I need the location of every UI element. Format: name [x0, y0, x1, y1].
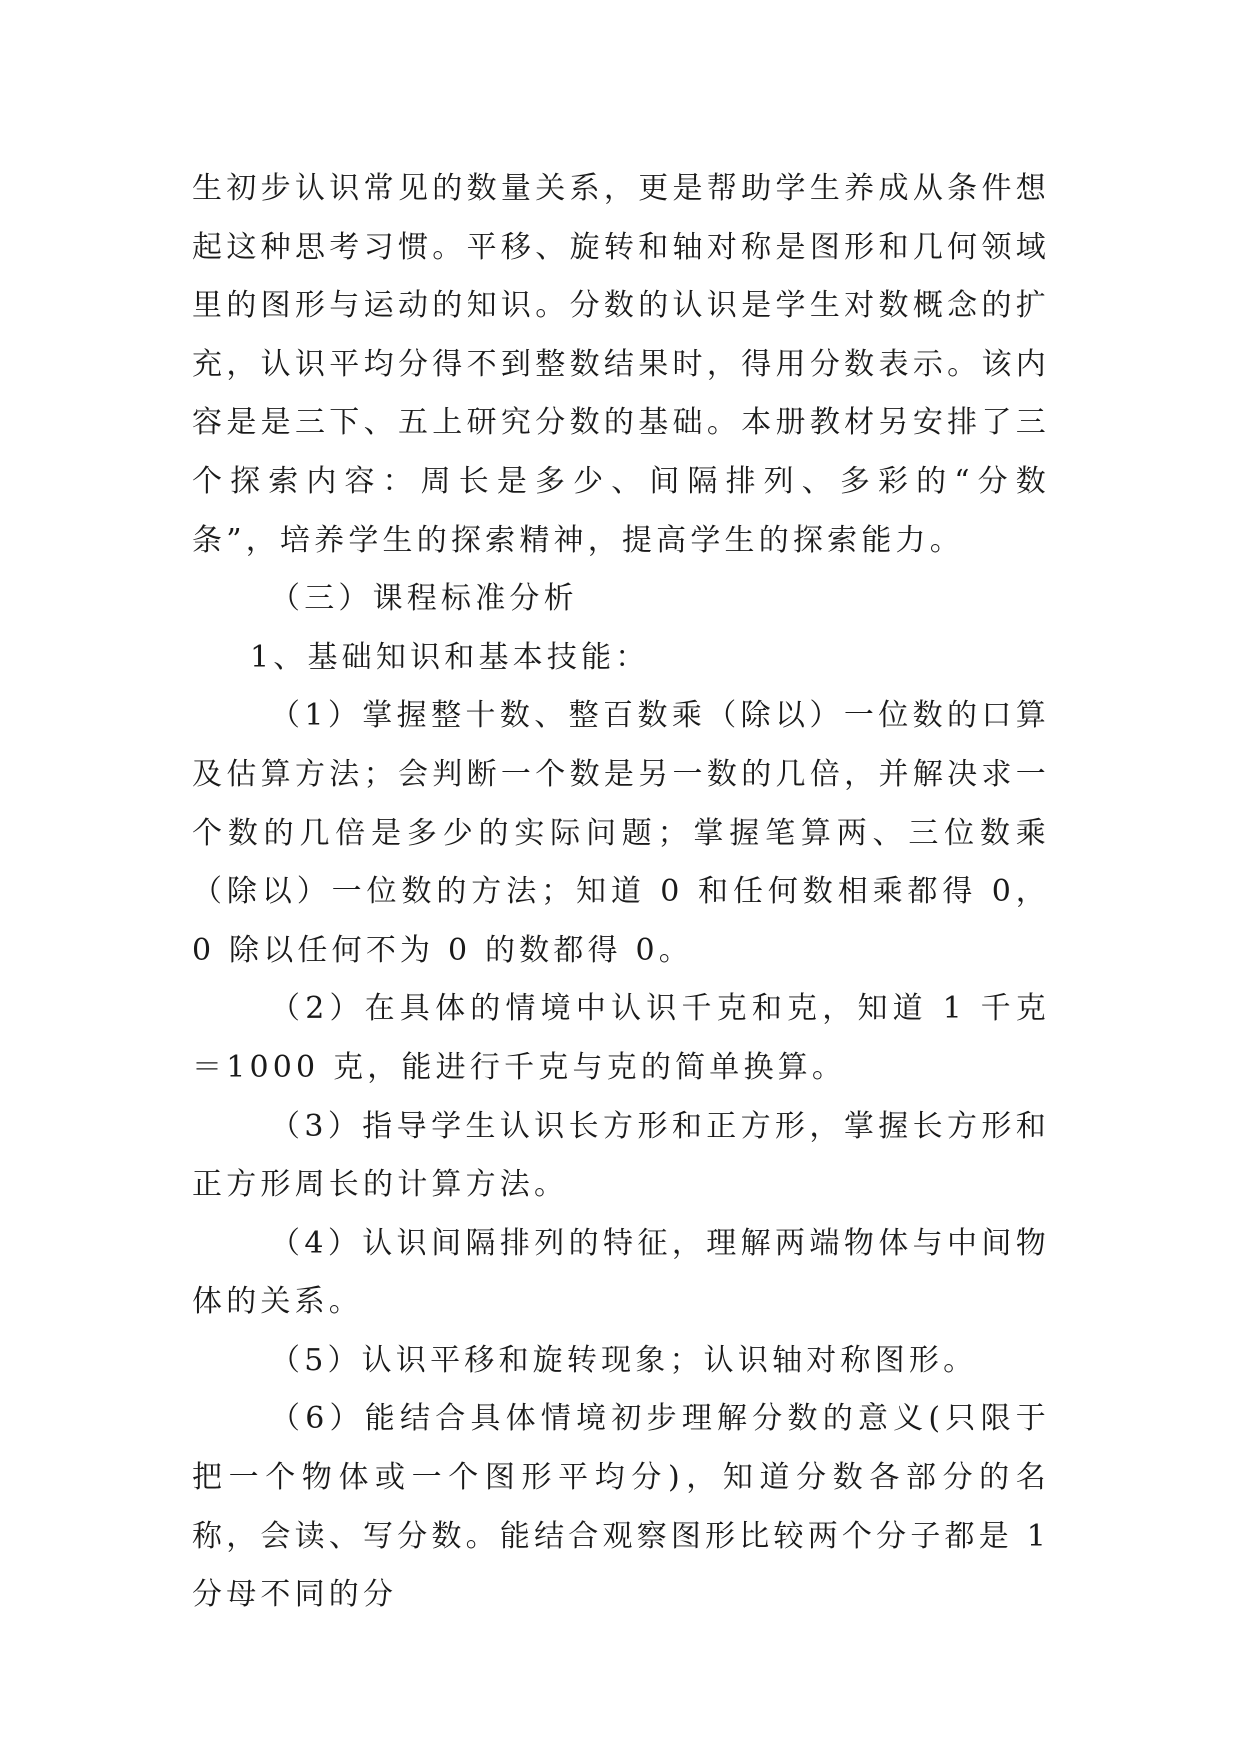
- section-heading: （三）课程标准分析: [270, 581, 578, 617]
- paragraph-continuation: 生初步认识常见的数量关系，更是帮助学生养成从条件想起这种思考习惯。平移、旋转和轴对称是图形和几何领域里的图形与运动的知识。分数的认识是学生对数概念的扩充，认识平均分得不到整数结果时，得用分数表示。该内容是是三下、五上研究分数的基础。本册教材另安排了三个探索内容：周长是多少、间隔排列、多彩的“分数条”，培养学生的探索精神，提高学生的探索能力。: [192, 171, 1050, 558]
- list-item-4: （4）认识间隔排列的特征，理解两端物体与中间物体的关系。: [192, 1225, 1050, 1320]
- list-item-6: （6）能结合具体情境初步理解分数的意义(只限于把一个物体或一个图形平均分)，知道分数各部分的名称，会读、写分数。能结合观察图形比较两个分子都是 1 分母不同的分: [192, 1401, 1050, 1613]
- list-item-1: （1）掌握整十数、整百数乘（除以）一位数的口算及估算方法；会判断一个数是另一数的几倍，并解决求一个数的几倍是多少的实际问题；掌握笔算两、三位数乘（除以）一位数的方法；知道 0 和任何数相乘都得 0，0 除以任何不为 0 的数都得 0。: [192, 698, 1050, 968]
- list-item-5: （5）认识平移和旋转现象；认识轴对称图形。: [270, 1342, 978, 1378]
- list-item-2: （2）在具体的情境中认识千克和克，知道 1 千克＝1000 克，能进行千克与克的简单换算。: [192, 991, 1050, 1085]
- body-text: [192, 160, 1050, 1625]
- list-item-3: （3）指导学生认识长方形和正方形，掌握长方形和正方形周长的计算方法。: [192, 1108, 1050, 1203]
- subsection-heading: 1、基础知识和基本技能：: [250, 639, 650, 675]
